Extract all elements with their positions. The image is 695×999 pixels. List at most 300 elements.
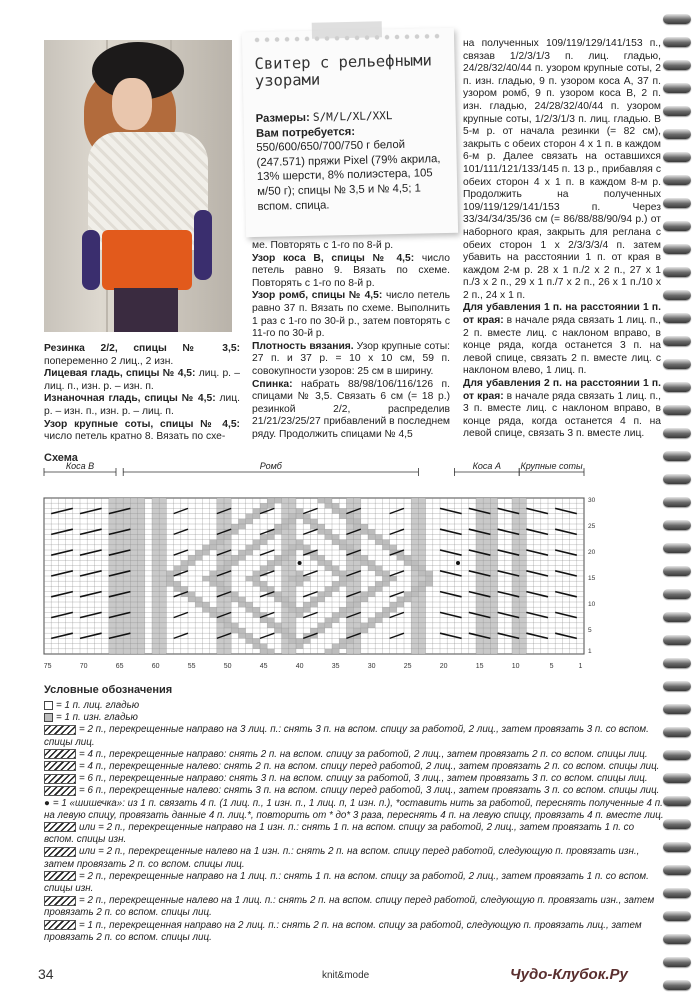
diamond-cell bbox=[382, 607, 389, 612]
diamond-cell bbox=[332, 503, 339, 508]
chart-row-label: 30 bbox=[588, 497, 596, 505]
diamond-cell bbox=[195, 597, 202, 602]
legend-text: = 4 п., перекрещенные налево: снять 2 п. на вспом. спицу перед работой, 2 лиц., затем провязать 2 п. со вспом. спицы лиц. bbox=[79, 761, 660, 773]
diamond-cell bbox=[332, 540, 339, 545]
diamond-cell bbox=[332, 612, 339, 617]
diamond-cell bbox=[303, 602, 310, 607]
paragraph bbox=[252, 341, 450, 379]
diamond-cell bbox=[260, 649, 267, 654]
diamond-cell bbox=[404, 597, 411, 602]
legend-item bbox=[44, 761, 666, 773]
diamond-cell bbox=[325, 618, 332, 623]
diamond-cell bbox=[303, 576, 310, 581]
diamond-cell bbox=[346, 576, 353, 581]
diamond-cell bbox=[310, 519, 317, 524]
diamond-cell bbox=[303, 607, 310, 612]
diamond-cell bbox=[210, 545, 217, 550]
spiral-ring bbox=[663, 313, 691, 323]
diamond-cell bbox=[224, 566, 231, 571]
diamond-cell bbox=[253, 508, 260, 513]
legend-text: = 6 п., перекрещенные налево: снять 3 п. на вспом. спицу перед работой, 3 лиц., затем провязать 3 п. со вспом. спицы лиц. bbox=[79, 785, 660, 797]
diamond-cell bbox=[325, 649, 332, 654]
diamond-cell bbox=[274, 529, 281, 534]
paragraph-text: набрать 88/98/106/116/126 п. спицами № 3,5. Связать 6 см (= 18 р.) резинкой 2/2, распределив 21/21/23/25/27 прибавлений в последнем ряду. Продолжить спицами № 4,5 bbox=[252, 378, 450, 440]
diamond-cell bbox=[260, 534, 267, 539]
diamond-cell bbox=[231, 524, 238, 529]
legend-item bbox=[44, 798, 666, 822]
diamond-cell bbox=[397, 555, 404, 560]
diamond-cell bbox=[318, 560, 325, 565]
diamond-cell bbox=[210, 571, 217, 576]
diamond-cell bbox=[188, 592, 195, 597]
diamond-cell bbox=[346, 519, 353, 524]
diamond-cell bbox=[375, 581, 382, 586]
site-watermark: Чудо-Клубок.Ру bbox=[510, 966, 628, 983]
diamond-cell bbox=[224, 618, 231, 623]
chart-tick-label: 30 bbox=[367, 663, 376, 670]
diamond-cell bbox=[260, 540, 267, 545]
diamond-cell bbox=[354, 628, 361, 633]
paragraph bbox=[252, 290, 450, 340]
chart-row-label: 25 bbox=[588, 523, 596, 531]
spiral-ring bbox=[663, 957, 691, 967]
diamond-cell bbox=[325, 586, 332, 591]
diamond-cell bbox=[382, 581, 389, 586]
cable-symbol bbox=[44, 847, 76, 857]
paragraph bbox=[44, 393, 240, 418]
diamond-cell bbox=[375, 612, 382, 617]
diamond-cell bbox=[368, 618, 375, 623]
diamond-cell bbox=[253, 514, 260, 519]
spiral-ring bbox=[663, 267, 691, 277]
text-column-3 bbox=[463, 38, 661, 441]
diamond-cell bbox=[332, 534, 339, 539]
diamond-cell bbox=[210, 581, 217, 586]
diamond-cell bbox=[289, 519, 296, 524]
cable-symbol bbox=[44, 749, 76, 759]
paragraph-text: попеременно 2 лиц., 2 изн. bbox=[44, 355, 174, 367]
diamond-cell bbox=[231, 623, 238, 628]
diamond-cell bbox=[195, 555, 202, 560]
legend-item bbox=[44, 871, 666, 895]
diamond-cell bbox=[188, 597, 195, 602]
diamond-cell bbox=[332, 571, 339, 576]
diamond-cell bbox=[231, 597, 238, 602]
diamond-cell bbox=[246, 602, 253, 607]
chart-tick-label: 10 bbox=[511, 663, 520, 670]
need-label: Вам потребуется: bbox=[255, 125, 356, 140]
diamond-cell bbox=[202, 607, 209, 612]
diamond-cell bbox=[296, 612, 303, 617]
spiral-ring bbox=[663, 911, 691, 921]
diamond-cell bbox=[339, 612, 346, 617]
diamond-cell bbox=[296, 576, 303, 581]
diamond-cell bbox=[267, 560, 274, 565]
diamond-cell bbox=[325, 534, 332, 539]
legend-item bbox=[44, 773, 666, 785]
diamond-cell bbox=[418, 586, 425, 591]
diamond-cell bbox=[217, 586, 224, 591]
diamond-cell bbox=[267, 503, 274, 508]
paragraph-text: число петель равно 9. Вязать по схеме. Повторять с 1-го по 8-й р. bbox=[252, 252, 450, 289]
paragraph-text: лиц. р. – лиц. п., изн. р. – изн. п. bbox=[44, 368, 240, 392]
legend-item bbox=[44, 724, 666, 748]
chart-tick-label: 35 bbox=[331, 663, 340, 670]
diamond-cell bbox=[246, 514, 253, 519]
spiral-ring bbox=[663, 14, 691, 24]
paragraph bbox=[463, 38, 661, 302]
need-text: 550/600/650/700/750 г белой (247.571) пряжи Pixel (79% акрила, 13% шерсти, 8% полиэстера, 105 м/50 г); спицы № 3,5 и № 4,5; 1 вспом. спица. bbox=[256, 139, 441, 213]
diamond-cell bbox=[296, 545, 303, 550]
diamond-cell bbox=[274, 555, 281, 560]
diamond-cell bbox=[332, 566, 339, 571]
paragraph bbox=[44, 343, 240, 368]
diamond-cell bbox=[282, 602, 289, 607]
diamond-cell bbox=[231, 555, 238, 560]
paragraph-heading: Лицевая гладь, спицы № 4,5: bbox=[44, 368, 196, 380]
paragraph-text: на полученных 109/119/129/141/153 п., связав 1/2/3/1/3 п. лиц. гладью, 24/28/32/40/44 п. узором крупные соты, 2 п. изн. гладью, 9 п. узором коса A, 37 п. узором ромб, 9 п. узором коса B, 2 п. изн. гладью, 24/28/32/40/44 п. узором крупные соты, 1/2/3/1/3 п. лиц. гладью. В 5-м р. от начала резинки (= 82 см), закрыть с обеих сторон 4 x 1 п. в каждом 6-м р. Далее связать на оставшихся 101/111/121/133/145 п. 13 р., прибавляя с обеих сторон 4 x 1 п. в каждом 8-м р. Продолжить на полученных 109/119/129/141/153 п. Через 33/34/34/35/36 см (= 86/88/88/90/94 р.) от наборного края, закрыть для реглана с обеих сторон 1 x 2/3/3/3/4 п. затем убавить на расстоянии 1 п. от края в каждом 2-м р. 28 x 1 п./2 x 2 п., 27 x 1 п./3 x 2 п., 29 x 1 п./7 x 2 п., 26 x 1 п./10 x 2 п., 24 x 1 п. bbox=[463, 38, 661, 301]
diamond-cell bbox=[224, 534, 231, 539]
diamond-cell bbox=[267, 566, 274, 571]
cable-symbol bbox=[44, 774, 76, 784]
chart-row-label: 20 bbox=[588, 549, 596, 557]
chart-tick-label: 75 bbox=[43, 663, 52, 670]
diamond-cell bbox=[426, 571, 433, 576]
legend-text: = 4 п., перекрещенные направо: снять 2 п. на вспом. спицу за работой, 2 лиц., затем провязать 2 п. со вспом. спицы лиц. bbox=[79, 748, 648, 760]
diamond-cell bbox=[339, 644, 346, 649]
paragraph-heading: Изнаночная гладь, спицы № 4,5: bbox=[44, 393, 216, 405]
cable-symbol bbox=[44, 786, 76, 796]
diamond-cell bbox=[174, 581, 181, 586]
spiral-ring bbox=[663, 60, 691, 70]
diamond-cell bbox=[411, 586, 418, 591]
diamond-cell bbox=[339, 571, 346, 576]
diamond-cell bbox=[217, 581, 224, 586]
diamond-cell bbox=[411, 566, 418, 571]
diamond-cell bbox=[217, 534, 224, 539]
diamond-cell bbox=[332, 618, 339, 623]
paragraph bbox=[44, 419, 240, 444]
spiral-ring bbox=[663, 244, 691, 254]
chart-tick-label: 55 bbox=[187, 663, 196, 670]
diamond-cell bbox=[289, 550, 296, 555]
diamond-cell bbox=[325, 529, 332, 534]
diamond-cell bbox=[390, 602, 397, 607]
diamond-cell bbox=[310, 524, 317, 529]
diamond-cell bbox=[368, 529, 375, 534]
diamond-cell bbox=[217, 540, 224, 545]
chart-row-label: 10 bbox=[588, 601, 596, 609]
diamond-cell bbox=[303, 638, 310, 643]
paragraph-heading: Узор ромб, спицы № 4,5: bbox=[252, 290, 383, 302]
legend-item bbox=[44, 895, 666, 919]
diamond-cell bbox=[404, 560, 411, 565]
diamond-cell bbox=[310, 555, 317, 560]
diamond-cell bbox=[361, 592, 368, 597]
diamond-cell bbox=[253, 644, 260, 649]
diamond-cell bbox=[253, 545, 260, 550]
diamond-cell bbox=[318, 524, 325, 529]
diamond-cell bbox=[361, 529, 368, 534]
diamond-cell bbox=[411, 592, 418, 597]
diamond-cell bbox=[238, 555, 245, 560]
diamond-cell bbox=[382, 540, 389, 545]
spiral-ring bbox=[663, 290, 691, 300]
diamond-cell bbox=[382, 576, 389, 581]
diamond-cell bbox=[253, 581, 260, 586]
legend-text: = 1 п. изн. гладью bbox=[56, 712, 138, 724]
chart-tick-label: 70 bbox=[79, 663, 88, 670]
diamond-cell bbox=[397, 597, 404, 602]
diamond-cell bbox=[397, 602, 404, 607]
diamond-cell bbox=[188, 560, 195, 565]
legend-text: = 1 «шишечка»: из 1 п. связать 4 п. (1 лиц. п., 1 изн. п., 1 лиц. п, 1 изн. п.), *оставить нить за работой, переснять полученные 4 п. на левую спицу, провязать данные 4 п. лиц.*, повторить от * до* 3 раза, переснять 4 п. на левую спицу, провязать 4 п. вместе лиц. bbox=[44, 797, 664, 821]
diamond-cell bbox=[332, 644, 339, 649]
diamond-cell bbox=[202, 576, 209, 581]
diamond-cell bbox=[267, 618, 274, 623]
diamond-cell bbox=[238, 633, 245, 638]
diamond-cell bbox=[166, 576, 173, 581]
paragraph-text: ме. Повторять с 1-го по 8-й р. bbox=[252, 240, 394, 251]
diamond-cell bbox=[418, 571, 425, 576]
diamond-cell bbox=[303, 545, 310, 550]
diamond-cell bbox=[411, 560, 418, 565]
spiral-ring bbox=[663, 221, 691, 231]
diamond-cell bbox=[339, 540, 346, 545]
diamond-cell bbox=[318, 623, 325, 628]
diamond-cell bbox=[260, 586, 267, 591]
diamond-cell bbox=[238, 550, 245, 555]
diamond-cell bbox=[246, 545, 253, 550]
diamond-cell bbox=[390, 545, 397, 550]
diamond-cell bbox=[210, 607, 217, 612]
diamond-cell bbox=[339, 514, 346, 519]
spiral-ring bbox=[663, 865, 691, 875]
diamond-cell bbox=[238, 602, 245, 607]
legend-text: = 2 п., перекрещенные направо на 1 лиц. п.: снять 1 п. на вспом. спицу за работой, 2 лиц., затем провязать 1 п. со вспом. спицы изн. bbox=[44, 870, 649, 895]
diamond-cell bbox=[332, 586, 339, 591]
diamond-cell bbox=[325, 503, 332, 508]
pattern-title: Свитер с рельефными узорами bbox=[254, 51, 433, 90]
chart-tick-label: 45 bbox=[259, 663, 268, 670]
diamond-cell bbox=[282, 628, 289, 633]
diamond-cell bbox=[210, 540, 217, 545]
diamond-cell bbox=[274, 592, 281, 597]
diamond-cell bbox=[224, 586, 231, 591]
spiral-ring bbox=[663, 888, 691, 898]
diamond-cell bbox=[325, 592, 332, 597]
diamond-cell bbox=[267, 649, 274, 654]
cable-symbol bbox=[44, 822, 76, 832]
diamond-cell bbox=[260, 581, 267, 586]
diamond-cell bbox=[368, 592, 375, 597]
diamond-cell bbox=[289, 638, 296, 643]
legend-item bbox=[44, 700, 666, 712]
diamond-cell bbox=[174, 566, 181, 571]
diamond-cell bbox=[332, 581, 339, 586]
diamond-cell bbox=[375, 540, 382, 545]
chart-row-label: 1 bbox=[588, 647, 592, 655]
diamond-cell bbox=[375, 534, 382, 539]
diamond-cell bbox=[354, 555, 361, 560]
spiral-ring bbox=[663, 934, 691, 944]
diamond-cell bbox=[181, 566, 188, 571]
diamond-cell bbox=[325, 566, 332, 571]
diamond-cell bbox=[354, 602, 361, 607]
diamond-cell bbox=[354, 519, 361, 524]
diamond-cell bbox=[231, 529, 238, 534]
legend-item bbox=[44, 822, 666, 846]
knitting-chart bbox=[36, 460, 676, 680]
spiral-ring bbox=[663, 83, 691, 93]
legend-item bbox=[44, 846, 666, 870]
diamond-cell bbox=[382, 571, 389, 576]
diamond-cell bbox=[181, 560, 188, 565]
diamond-cell bbox=[224, 560, 231, 565]
paragraph-heading: Узор коса B, спицы № 4,5: bbox=[252, 252, 415, 264]
diamond-cell bbox=[231, 560, 238, 565]
diamond-cell bbox=[375, 618, 382, 623]
paragraph-text: Узор крупные соты: 27 п. и 37 р. = 10 x 10 см, 59 п. совокупности узоров: 25 см в ширину. bbox=[252, 340, 450, 377]
diamond-cell bbox=[296, 508, 303, 513]
diamond-cell bbox=[274, 524, 281, 529]
bobble-mark bbox=[456, 561, 460, 565]
schema-title: Схема bbox=[44, 452, 78, 464]
diamond-cell bbox=[260, 503, 267, 508]
spiral-ring bbox=[663, 428, 691, 438]
chart-tick-label: 15 bbox=[475, 663, 484, 670]
chart-tick-label: 40 bbox=[295, 663, 304, 670]
spiral-ring bbox=[663, 106, 691, 116]
diamond-cell bbox=[368, 566, 375, 571]
diamond-cell bbox=[318, 597, 325, 602]
cable-symbol bbox=[44, 871, 76, 881]
diamond-cell bbox=[296, 571, 303, 576]
diamond-cell bbox=[274, 623, 281, 628]
diamond-cell bbox=[274, 560, 281, 565]
cable-symbol bbox=[44, 896, 76, 906]
spiral-ring bbox=[663, 198, 691, 208]
diamond-cell bbox=[346, 638, 353, 643]
paragraph bbox=[463, 302, 661, 378]
diamond-cell bbox=[246, 638, 253, 643]
title-card bbox=[242, 28, 458, 237]
diamond-cell bbox=[195, 550, 202, 555]
model-photo bbox=[44, 40, 232, 332]
diamond-cell bbox=[260, 618, 267, 623]
sizes-label: Размеры: bbox=[255, 111, 310, 125]
diamond-cell bbox=[346, 602, 353, 607]
paragraph-heading: Плотность вязания. bbox=[252, 340, 354, 352]
diamond-cell bbox=[195, 602, 202, 607]
paragraph-text: число петель кратно 8. Вязать по схе- bbox=[44, 431, 226, 443]
legend-text: = 1 п., перекрещенная направо на 2 лиц. п.: снять 2 п. на вспом. спицу за работой, следующую п. провязать лиц., затем провязать 2 п. со вспом. спицы лиц. bbox=[44, 919, 642, 943]
paragraph-text: в начале ряда связать 1 лиц. п., 2 п. вместе лиц. с наклоном вправо, в конце ряда, когда останется 3 п. на левой спице, связать 2 п. вместе лиц. с наклоном влево, 1 лиц. п. bbox=[463, 315, 661, 377]
diamond-cell bbox=[217, 618, 224, 623]
paragraph bbox=[252, 240, 450, 253]
diamond-cell bbox=[346, 607, 353, 612]
diamond-cell bbox=[246, 550, 253, 555]
diamond-cell bbox=[289, 602, 296, 607]
section-label: Крупные соты bbox=[520, 461, 583, 471]
paragraph bbox=[252, 379, 450, 442]
diamond-cell bbox=[296, 644, 303, 649]
diamond-cell bbox=[361, 555, 368, 560]
section-label: Коса B bbox=[65, 461, 95, 471]
diamond-cell bbox=[404, 592, 411, 597]
diamond-cell bbox=[339, 545, 346, 550]
chart-tick-label: 5 bbox=[549, 663, 554, 670]
diamond-cell bbox=[318, 555, 325, 560]
spiral-ring bbox=[663, 152, 691, 162]
diamond-cell bbox=[174, 586, 181, 591]
spiral-ring bbox=[663, 773, 691, 783]
diamond-cell bbox=[289, 514, 296, 519]
cable-symbol bbox=[44, 725, 76, 735]
diamond-cell bbox=[267, 498, 274, 503]
diamond-cell bbox=[224, 623, 231, 628]
diamond-cell bbox=[368, 534, 375, 539]
spiral-ring bbox=[663, 336, 691, 346]
paragraph-text: лиц. р. – изн. п., изн. р. – лиц. п. bbox=[44, 393, 240, 417]
diamond-cell bbox=[332, 508, 339, 513]
diamond-cell bbox=[289, 545, 296, 550]
sizes-value: S/M/L/XL/XXL bbox=[312, 109, 393, 124]
diamond-cell bbox=[318, 498, 325, 503]
cable-symbol bbox=[44, 761, 76, 771]
diamond-cell bbox=[310, 597, 317, 602]
chart-tick-label: 65 bbox=[115, 663, 124, 670]
diamond-cell bbox=[346, 545, 353, 550]
diamond-cell bbox=[361, 524, 368, 529]
diamond-cell bbox=[296, 607, 303, 612]
diamond-cell bbox=[418, 566, 425, 571]
diamond-cell bbox=[282, 550, 289, 555]
diamond-cell bbox=[318, 592, 325, 597]
diamond-cell bbox=[231, 628, 238, 633]
diamond-cell bbox=[368, 586, 375, 591]
diamond-cell bbox=[238, 519, 245, 524]
spiral-ring bbox=[663, 175, 691, 185]
legend-list bbox=[44, 700, 666, 944]
spiral-ring bbox=[663, 704, 691, 714]
diamond-cell bbox=[253, 576, 260, 581]
spiral-ring bbox=[663, 980, 691, 990]
chart-row-label: 5 bbox=[588, 627, 592, 635]
diamond-cell bbox=[253, 612, 260, 617]
diamond-cell bbox=[202, 545, 209, 550]
chart-row-label: 15 bbox=[588, 575, 596, 583]
diamond-cell bbox=[354, 597, 361, 602]
page-number: 34 bbox=[38, 966, 54, 982]
diamond-cell bbox=[289, 607, 296, 612]
diamond-cell bbox=[267, 586, 274, 591]
bobble-symbol: ● bbox=[44, 797, 50, 809]
spiral-ring bbox=[663, 405, 691, 415]
diamond-cell bbox=[310, 602, 317, 607]
spiral-ring bbox=[663, 796, 691, 806]
diamond-cell bbox=[361, 597, 368, 602]
diamond-cell bbox=[231, 592, 238, 597]
legend-item bbox=[44, 785, 666, 797]
legend-item bbox=[44, 749, 666, 761]
diamond-cell bbox=[246, 607, 253, 612]
diamond-cell bbox=[166, 581, 173, 586]
spiral-ring bbox=[663, 382, 691, 392]
legend-item bbox=[44, 920, 666, 944]
diamond-cell bbox=[339, 638, 346, 643]
diamond-cell bbox=[282, 555, 289, 560]
